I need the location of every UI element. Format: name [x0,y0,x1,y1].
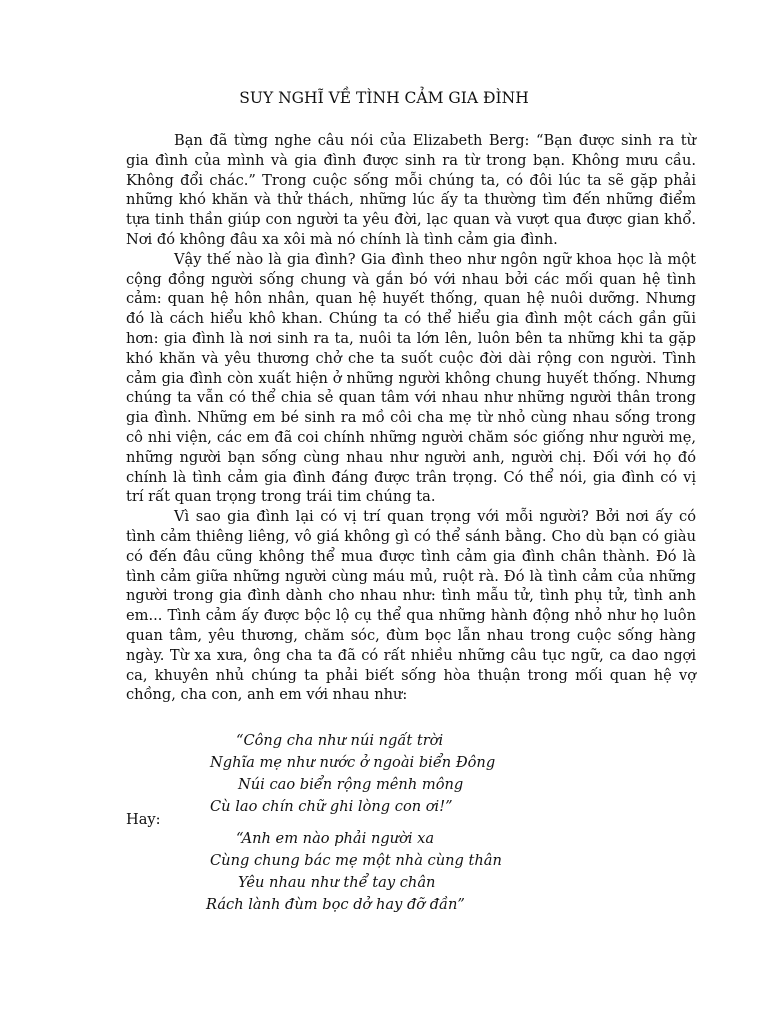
document-title: SUY NGHĨ VỀ TÌNH CẢM GIA ĐÌNH [239,89,529,107]
poem-2-line-4: Rách lành đùm bọc dở hay đỡ đần” [206,896,465,913]
paragraph-1: Bạn đã từng nghe câu nói của Elizabeth Berg: “Bạn được sinh ra từ gia đình của mình và gia đình được sinh ra từ trong bạn. Không mưu cầu. Không đổi chác.” Trong cuộc sống mỗi chúng ta, có đôi lúc ta sẽ gặp phải những khó khăn và thử thách, những lúc ấy ta thường tìm đến những điểm tựa tinh thần giúp con người ta yêu đời, lạc quan và vượt qua được gian khổ. Nơi đó không đâu xa xôi mà nó chính là tình cảm gia đình. [126,132,696,248]
poem-2-line-3: Yêu nhau như thể tay chân [238,874,436,891]
paragraph-3: Vì sao gia đình lại có vị trí quan trọng với mỗi người? Bởi nơi ấy có tình cảm thiêng liêng, vô giá không gì có thể sánh bằng. Cho dù bạn có giàu có đến đâu cũng không thể mua được tình cảm gia đình chân thành. Đó là tình cảm giữa những người cùng máu mủ, ruột rà. Đó là tình cảm của những người trong gia đình dành cho nhau như: tình mẫu tử, tình phụ tử, tình anh em... Tình cảm ấy được bộc lộ cụ thể qua những hành động nhỏ như họ luôn quan tâm, yêu thương, chăm sóc, đùm bọc lẫn nhau trong cuộc sống hàng ngày. Từ xa xưa, ông cha ta đã có rất nhiều những câu tục ngữ, ca dao ngợi ca, khuyên nhủ chúng ta phải biết sống hòa thuận trong mối quan hệ vợ chồng, cha con, anh em với nhau như: [126,508,696,704]
poem-2-line-2: Cùng chung bác mẹ một nhà cùng thân [210,852,502,869]
poem-2-line-1: “Anh em nào phải người xa [236,830,435,847]
document-body [126,131,696,705]
poem-1-line-1: “Công cha như núi ngất trời [236,732,444,749]
poem-1-line-2: Nghĩa mẹ như nước ở ngoài biển Đông [210,754,496,771]
poem-1-line-3: Núi cao biển rộng mênh mông [238,776,464,793]
hay-label: Hay: [126,811,161,828]
poem-1-line-4: Cù lao chín chữ ghi lòng con ơi!” [210,798,453,815]
paragraph-2: Vậy thế nào là gia đình? Gia đình theo như ngôn ngữ khoa học là một cộng đồng người sống chung và gắn bó với nhau bởi các mối quan hệ tình cảm: quan hệ hôn nhân, quan hệ huyết thống, quan hệ nuôi dưỡng. Nhưng đó là cách hiểu khô khan. Chúng ta có thể hiểu gia đình một cách gần gũi hơn: gia đình là nơi sinh ra ta, nuôi ta lớn lên, luôn bên ta những khi ta gặp khó khăn và yêu thương chở che ta suốt cuộc đời dài rộng con người. Tình cảm gia đình còn xuất hiện ở những người không chung huyết thống. Nhưng chúng ta vẫn có thể chia sẻ quan tâm với nhau như những người thân trong gia đình. Những em bé sinh ra mồ côi cha mẹ từ nhỏ cùng nhau sống trong cô nhi viện, các em đã coi chính những người chăm sóc giống như người mẹ, những người bạn sống cùng nhau như người anh, người chị. Đối với họ đó chính là tình cảm gia đình đáng được trân trọng. Có thể nói, gia đình có vị trí rất quan trọng trong trái tim chúng ta. [126,250,696,506]
